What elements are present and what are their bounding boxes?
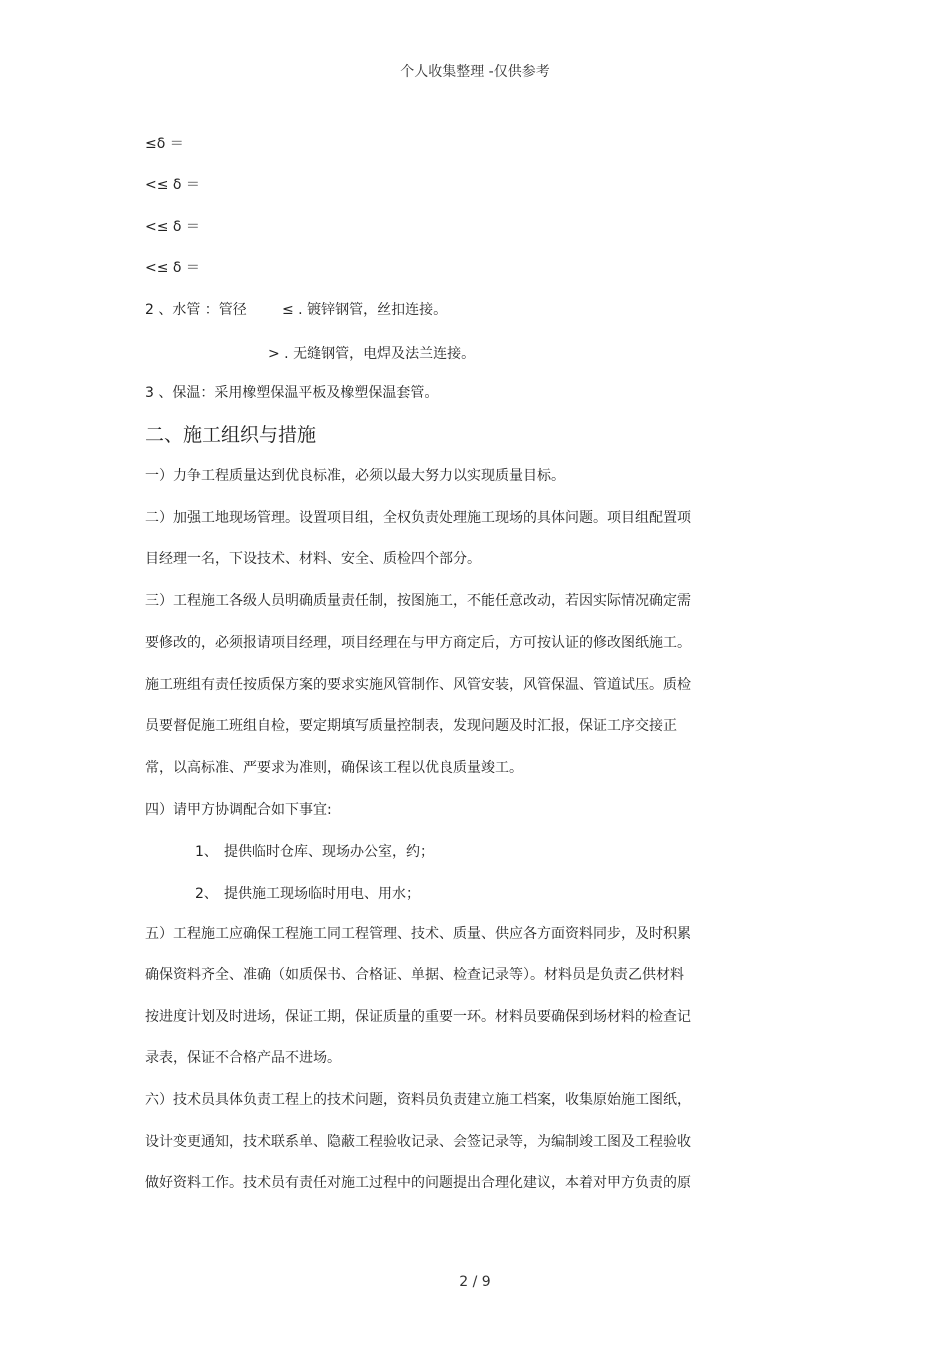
paragraph-line: 施工班组有责任按质保方案的要求实施风管制作、风管安装，风管保温、管道试压。质检 [145,677,691,693]
paragraph-line: 四）请甲方协调配合如下事宜: [145,802,332,818]
paragraph-line: 三）工程施工各级人员明确质量责任制，按图施工，不能任意改动，若因实际情况确定需 [145,593,691,609]
list-item-text: 提供临时仓库、现场办公室，约； [224,844,434,860]
paragraph-line: 员要督促施工班组自检，要定期填写质量控制表，发现问题及时汇报，保证工序交接正 [145,718,677,734]
pipe-value-2: > . 无缝钢管，电焊及法兰连接。 [268,346,476,362]
insulation-line: 3 、保温：采用橡塑保温平板及橡塑保温套管。 [145,385,439,401]
formula-line: <≤ δ ＝ [145,177,200,193]
section-title: 二、施工组织与措施 [145,424,317,446]
paragraph-line: 目经理一名，下设技术、材料、安全、质检四个部分。 [145,551,481,567]
page-header: 个人收集整理 -仅供参考 [400,64,550,80]
list-item-text: 提供施工现场临时用电、用水； [224,886,420,902]
paragraph-line: 常，以高标准、严要求为准则，确保该工程以优良质量竣工。 [145,760,523,776]
paragraph-line: 要修改的，必须报请项目经理，项目经理在与甲方商定后，方可按认证的修改图纸施工。 [145,635,691,651]
paragraph-line: 设计变更通知，技术联系单、隐蔽工程验收记录、会签记录等，为编制竣工图及工程验收 [145,1134,691,1150]
page-number: 2 / 9 [459,1274,491,1290]
formula-line: ≤δ ＝ [145,136,184,152]
paragraph-line: 按进度计划及时进场，保证工期，保证质量的重要一环。材料员要确保到场材料的检查记 [145,1009,691,1025]
list-item-number: 2、 [195,886,218,902]
paragraph-line: 做好资料工作。技术员有责任对施工过程中的问题提出合理化建议，本着对甲方负责的原 [145,1175,691,1191]
list-item-number: 1、 [195,844,218,860]
paragraph-line: 五）工程施工应确保工程施工同工程管理、技术、质量、供应各方面资料同步，及时积累 [145,926,691,942]
pipe-label: 2 、水管 ：管径 [145,302,247,318]
formula-line: <≤ δ ＝ [145,219,200,235]
paragraph-line: 确保资料齐全、准确（如质保书、合格证、单据、检查记录等）。材料员是负责乙供材料 [145,967,684,983]
paragraph-line: 六）技术员具体负责工程上的技术问题，资料员负责建立施工档案，收集原始施工图纸， [145,1092,691,1108]
pipe-value-1: ≤ . 镀锌钢管，丝扣连接。 [282,302,448,318]
paragraph-line: 录表，保证不合格产品不进场。 [145,1050,341,1066]
paragraph-line: 二）加强工地现场管理。设置项目组，全权负责处理施工现场的具体问题。项目组配置项 [145,510,691,526]
paragraph-line: 一）力争工程质量达到优良标准，必须以最大努力以实现质量目标。 [145,468,565,484]
formula-line: <≤ δ ＝ [145,260,200,276]
